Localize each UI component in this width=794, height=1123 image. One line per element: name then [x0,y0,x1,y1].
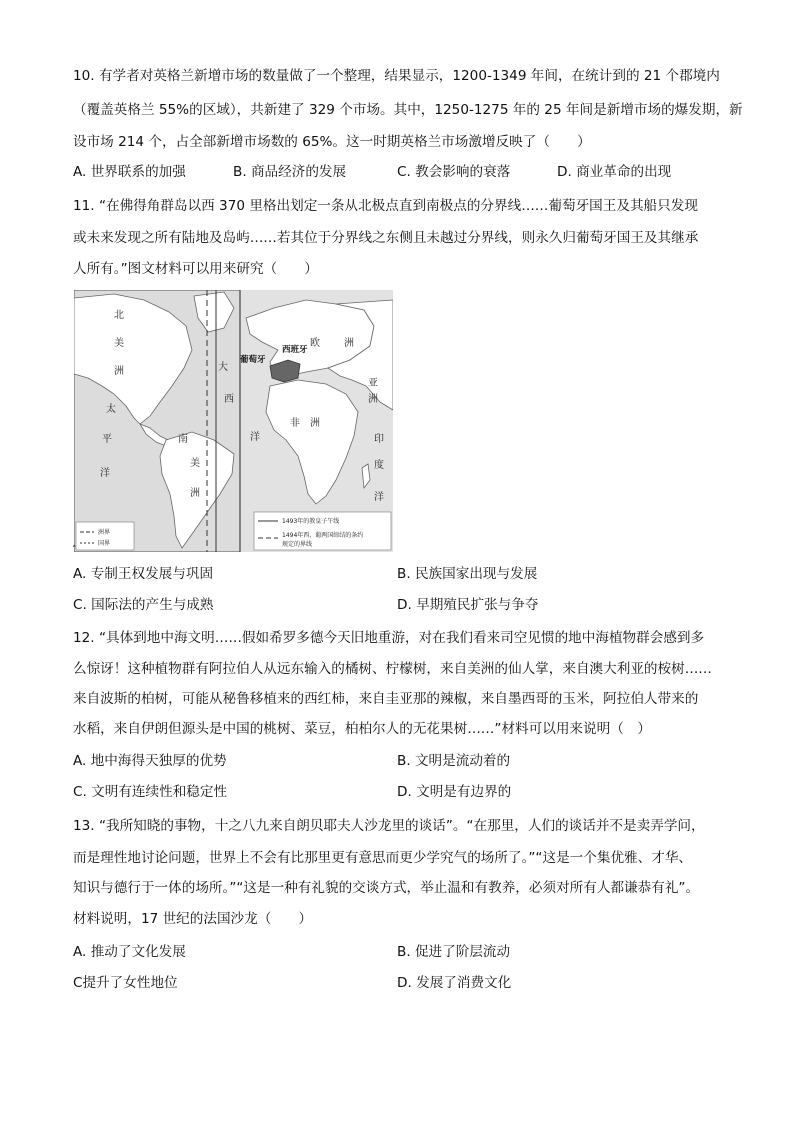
q11-stem-line-2: 或未来发现之所有陆地及岛屿……若其位于分界线之东侧且未越过分界线，则永久归葡萄牙国王及其继承 [73,230,699,246]
world-demarcation-map [74,290,393,552]
label-asia-1: 亚 [368,378,378,389]
label-indian-3: 洋 [374,492,384,503]
q10-stem-line-2: （覆盖英格兰 55%的区域），共新建了 329 个市场。其中，1250-1275 年的 25 年间是新增市场的爆发期，新 [73,102,743,118]
label-north-america-2: 美 [114,338,124,349]
q10-option-c: C. 教会影响的衰落 [397,164,511,180]
legend-papal-meridian: 1493年的教皇子午线 [282,518,340,525]
label-atlantic-3: 洋 [250,432,260,443]
q11-option-c: C. 国际法的产生与成熟 [73,597,214,613]
label-europe-1: 欧 [310,338,320,349]
label-north-america-3: 洲 [114,366,124,377]
label-europe-2: 洲 [344,338,354,349]
q12-option-b: B. 文明是流动着的 [397,753,511,769]
label-north-america-1: 北 [114,310,124,321]
label-pacific-1: 太 [106,404,116,415]
q13-option-b: B. 促进了阶层流动 [397,944,511,960]
q13-option-a: A. 推动了文化发展 [73,944,186,960]
q11-stem-line-3: 人所有。”图文材料可以用来研究（ ） [73,261,318,277]
q11-option-d: D. 早期殖民扩张与争夺 [397,597,539,613]
q12-stem-line-2: 么惊讶！这种植物群有阿拉伯人从远东输入的橘树、柠檬树，来自美洲的仙人掌，来自澳大利亚的桉树…… [73,661,712,677]
q12-option-a: A. 地中海得天独厚的优势 [73,753,227,769]
label-portugal: 葡萄牙 [240,355,266,365]
q12-stem-line-4: 水稻，来自伊朗但源头是中国的桃树、菜豆，柏柏尔人的无花果树……”材料可以用来说明（ ） [73,721,651,737]
label-africa-1: 非 [290,418,300,429]
label-asia-2: 洲 [368,394,378,405]
legend-country-border: 国界 [98,540,111,547]
q12-stem-line-1: 12. “具体到地中海文明……假如希罗多德今天旧地重游，对在我们看来司空见惯的地中海植物群会感到多 [73,630,705,646]
q12-option-d: D. 文明是有边界的 [397,784,512,800]
q10-stem-line-1: 10. 有学者对英格兰新增市场的数量做了一个整理，结果显示，1200-1349 年间，在统计到的 21 个郡境内 [73,68,720,84]
q13-stem-line-3: 知识与德行于一体的场所。”“这是一种有礼貌的交谈方式，举止温和有教养，必须对所有人都谦恭有礼”。 [73,880,700,896]
q11-option-a: A. 专制王权发展与巩固 [73,566,214,582]
legend-continent-border: 洲界 [98,529,111,536]
corner-mark: ˄ [72,545,77,555]
label-indian-2: 度 [374,460,384,471]
q11-stem-line-1: 11. “在佛得角群岛以西 370 里格出划定一条从北极点直到南极点的分界线……葡萄牙国王及其船只发现 [73,198,698,214]
q12-stem-line-3: 来自波斯的柏树，可能从秘鲁移植来的西红柿，来自圭亚那的辣椒，来自墨西哥的玉米，阿拉伯人带来的 [73,691,699,707]
q12-option-c: C. 文明有连续性和稳定性 [73,784,228,800]
legend-treaty-line-2: 规定的界线 [282,541,313,548]
q13-stem-line-1: 13. “我所知晓的事物，十之八九来自朗贝耶夫人沙龙里的谈话”。“在那里，人们的谈话并不是卖弄学问， [73,818,705,834]
q10-option-d: D. 商业革命的出现 [557,164,672,180]
label-atlantic-1: 大 [218,362,228,373]
label-pacific-3: 洋 [100,468,110,479]
q10-stem-line-3: 设市场 214 个，占全部新增市场数的 65%。这一时期英格兰市场激增反映了（ ） [73,134,591,150]
label-south-america-3: 洲 [190,488,200,499]
label-africa-2: 洲 [310,418,320,429]
q13-stem-line-4: 材料说明，17 世纪的法国沙龙（ ） [73,911,313,927]
q13-stem-line-2: 而是理性地讨论问题，世界上不会有比那里更有意思而更少学究气的场所了。”“这是一个集优雅、才华、 [73,850,693,866]
label-pacific-2: 平 [102,434,112,445]
legend-treaty-line-1: 1494年西、葡两国缔结的条约 [282,532,364,539]
label-spain: 西班牙 [282,345,308,355]
label-indian-1: 印 [374,434,384,445]
q13-option-c: C提升了女性地位 [73,975,178,991]
q10-option-a: A. 世界联系的加强 [73,164,186,180]
label-atlantic-2: 西 [224,394,234,405]
q10-option-b: B. 商品经济的发展 [233,164,347,180]
label-south-america-1: 南 [178,434,188,445]
label-south-america-2: 美 [190,458,200,469]
q13-option-d: D. 发展了消费文化 [397,975,512,991]
q11-option-b: B. 民族国家出现与发展 [397,566,538,582]
